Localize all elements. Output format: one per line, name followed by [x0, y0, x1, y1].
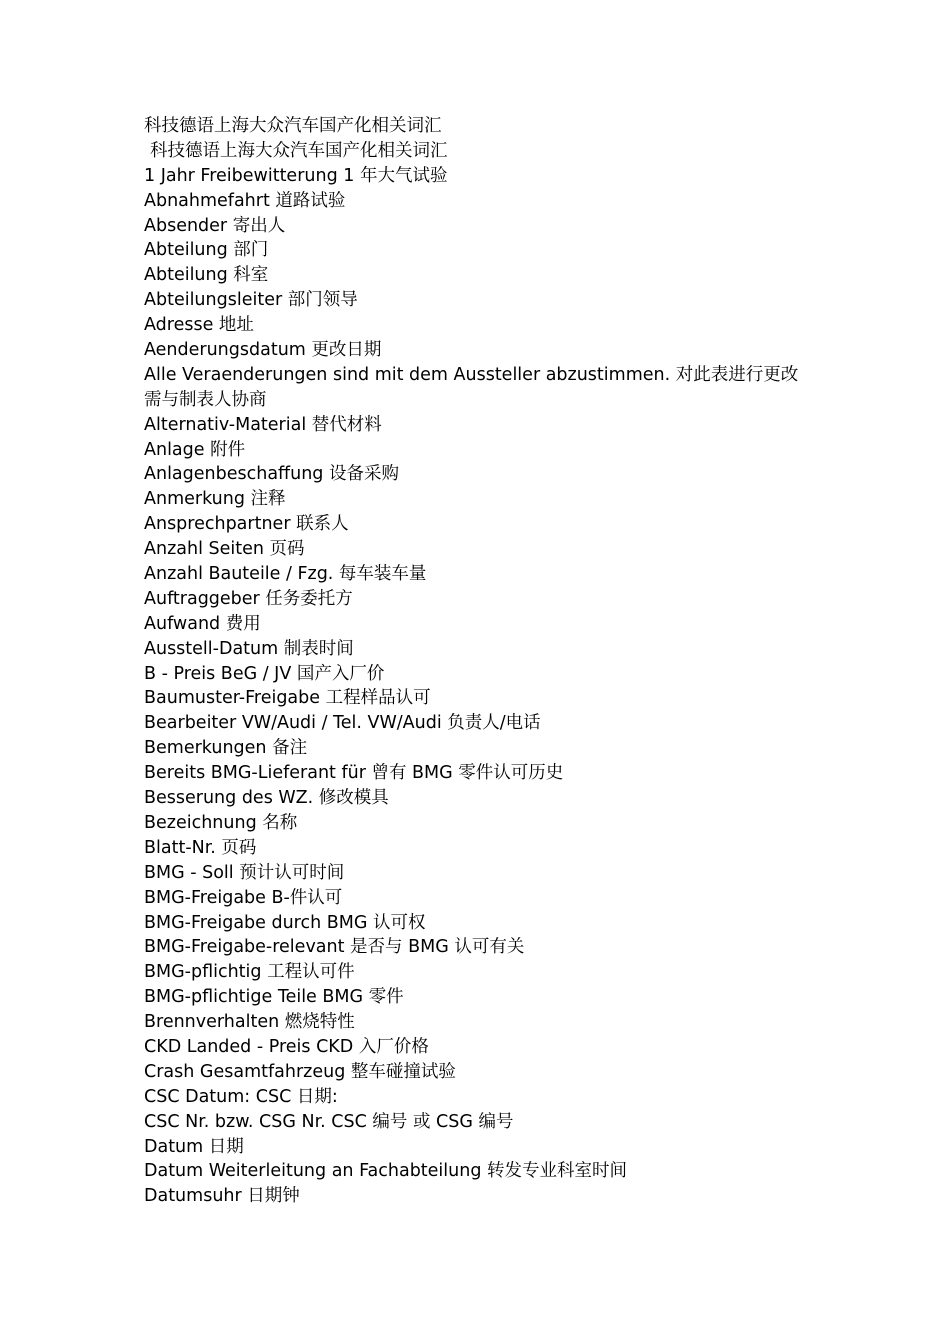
vocabulary-entry: Anzahl Seiten 页码	[144, 539, 305, 560]
vocabulary-entry: BMG-pflichtige Teile BMG 零件	[144, 987, 404, 1008]
vocabulary-entry: Alle Veraenderungen sind mit dem Aussteller abzustimmen. 对此表进行更改	[144, 364, 799, 385]
vocabulary-entry: Abteilungsleiter 部门领导	[144, 290, 358, 311]
vocabulary-entry: Aufwand 费用	[144, 613, 261, 634]
vocabulary-entry: Bemerkungen 备注	[144, 738, 308, 759]
vocabulary-entry: Bezeichnung 名称	[144, 812, 298, 833]
vocabulary-entry: Datum 日期	[144, 1136, 244, 1157]
vocabulary-entry: Datum Weiterleitung an Fachabteilung 转发专业科室时间	[144, 1161, 628, 1182]
vocabulary-entry: Abnahmefahrt 道路试验	[144, 190, 346, 211]
vocabulary-entry: Brennverhalten 燃烧特性	[144, 1012, 355, 1033]
vocabulary-entry: Baumuster-Freigabe 工程样品认可	[144, 688, 431, 709]
vocabulary-entry: Bearbeiter VW/Audi / Tel. VW/Audi 负责人/电话	[144, 713, 541, 734]
vocabulary-entry: CSC Nr. bzw. CSG Nr. CSC 编号 或 CSG 编号	[144, 1111, 514, 1132]
vocabulary-entry: Aenderungsdatum 更改日期	[144, 340, 382, 361]
vocabulary-entry: Bereits BMG-Lieferant für 曾有 BMG 零件认可历史	[144, 763, 564, 784]
vocabulary-entry: CKD Landed - Preis CKD 入厂价格	[144, 1036, 429, 1057]
vocabulary-entry: Anzahl Bauteile / Fzg. 每车装车量	[144, 564, 427, 585]
vocabulary-entry: BMG-Freigabe durch BMG 认可权	[144, 912, 426, 933]
vocabulary-entry: Absender 寄出人	[144, 215, 286, 236]
vocabulary-entry: Besserung des WZ. 修改模具	[144, 788, 389, 809]
vocabulary-list	[144, 164, 824, 1209]
vocabulary-entry: Abteilung 科室	[144, 265, 269, 286]
vocabulary-entry: 1 Jahr Freibewitterung 1 年大气试验	[144, 165, 448, 186]
vocabulary-entry: Anmerkung 注释	[144, 489, 286, 510]
vocabulary-entry: Abteilung 部门	[144, 240, 269, 261]
vocabulary-entry: Anlage 附件	[144, 439, 246, 460]
vocabulary-entry: Blatt-Nr. 页码	[144, 837, 257, 858]
vocabulary-entry: Crash Gesamtfahrzeug 整车碰撞试验	[144, 1061, 456, 1082]
vocabulary-entry: Ausstell-Datum 制表时间	[144, 638, 354, 659]
vocabulary-entry: 需与制表人协商	[144, 389, 267, 410]
vocabulary-entry: B - Preis BeG / JV 国产入厂价	[144, 663, 385, 684]
vocabulary-entry: Ansprechpartner 联系人	[144, 514, 349, 535]
vocabulary-entry: BMG-pflichtig 工程认可件	[144, 962, 355, 983]
vocabulary-entry: Alternativ-Material 替代材料	[144, 414, 382, 435]
vocabulary-entry: BMG-Freigabe-relevant 是否与 BMG 认可有关	[144, 937, 525, 958]
vocabulary-entry: Adresse 地址	[144, 315, 254, 336]
vocabulary-entry: BMG-Freigabe B-件认可	[144, 887, 343, 908]
vocabulary-entry: BMG - Soll 预计认可时间	[144, 862, 345, 883]
vocabulary-entry: CSC Datum: CSC 日期:	[144, 1086, 338, 1107]
vocabulary-entry: Anlagenbeschaffung 设备采购	[144, 464, 399, 485]
document-body	[144, 114, 824, 1209]
vocabulary-entry: Datumsuhr 日期钟	[144, 1186, 300, 1207]
document-subtitle: 科技德语上海大众汽车国产化相关词汇	[150, 140, 448, 161]
vocabulary-entry: Auftraggeber 任务委托方	[144, 588, 353, 609]
document-title: 科技德语上海大众汽车国产化相关词汇	[144, 116, 442, 136]
